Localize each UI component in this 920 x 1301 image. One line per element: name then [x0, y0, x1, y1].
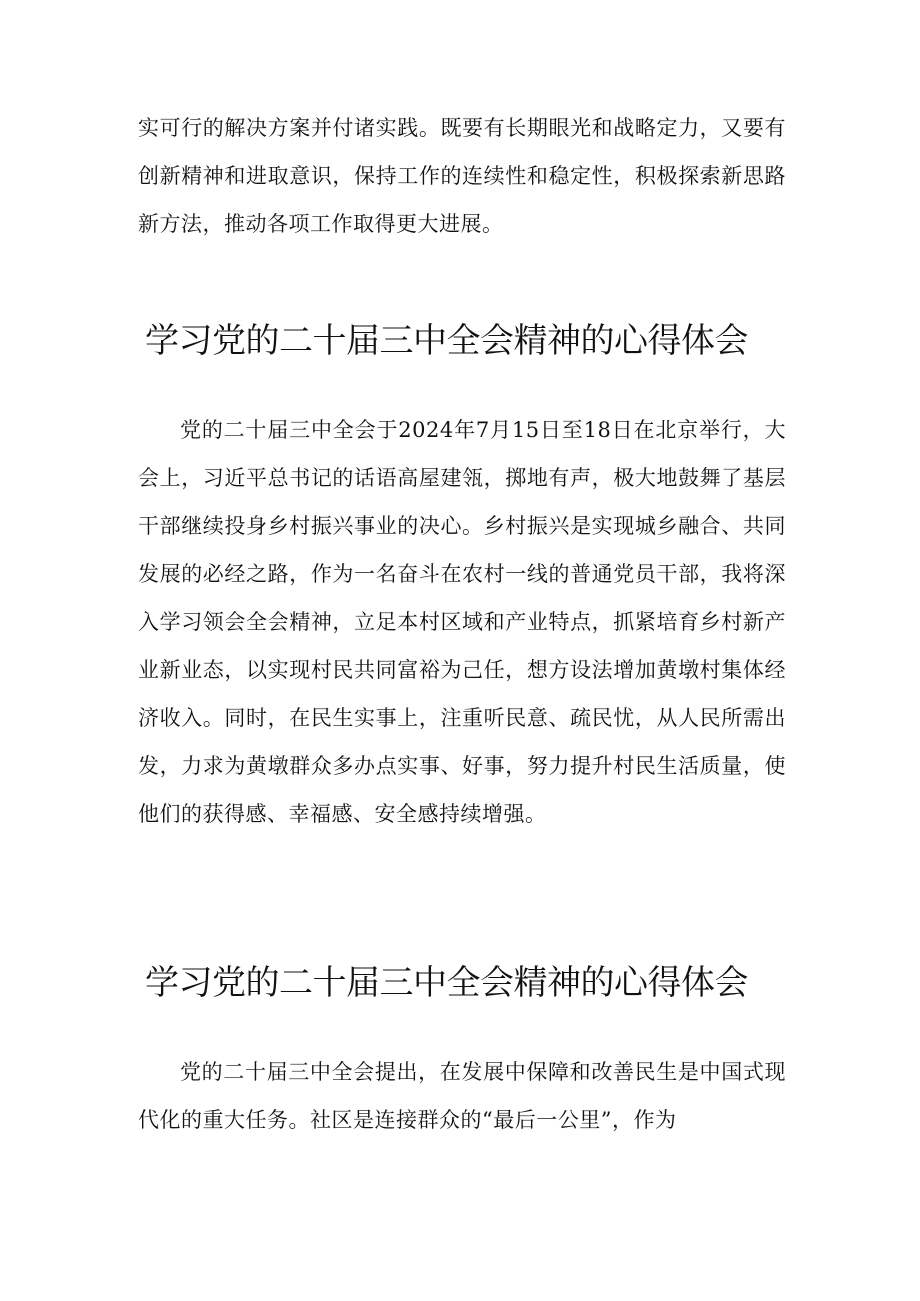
intro-paragraph: 实可行的解决方案并付诸实践。既要有长期眼光和战略定力，又要有创新精神和进取意识，保持工作的连续性和稳定性，积极探索新思路新方法，推动各项工作取得更大进展。 [138, 116, 786, 236]
section-2-title: 学习党的二十届三中全会精神的心得体会 [145, 963, 748, 1003]
section-1-body-block [138, 406, 786, 838]
section-1-body: 党的二十届三中全会于2024年7月15日至18日在北京举行，大会上，习近平总书记的话语高屋建瓴，掷地有声，极大地鼓舞了基层干部继续投身乡村振兴事业的决心。乡村振兴是实现城乡融合、共同发展的必经之路，作为一名奋斗在农村一线的普通党员干部，我将深入学习领会全会精神，立足本村区域和产业特点，抓紧培育乡村新产业新业态，以实现村民共同富裕为己任，想方设法增加黄墩村集体经济收入。同时，在民生实事上，注重听民意、疏民忧，从人民所需出发，力求为黄墩群众多办点实事、好事，努力提升村民生活质量，使他们的获得感、幸福感、安全感持续增强。 [138, 418, 786, 826]
section-2-body: 党的二十届三中全会提出，在发展中保障和改善民生是中国式现代化的重大任务。社区是连接群众的“最后一公里”，作为 [138, 1060, 786, 1132]
section-1-title: 学习党的二十届三中全会精神的心得体会 [145, 321, 748, 361]
intro-paragraph-block [138, 104, 786, 248]
section-2-body-block [138, 1048, 786, 1144]
